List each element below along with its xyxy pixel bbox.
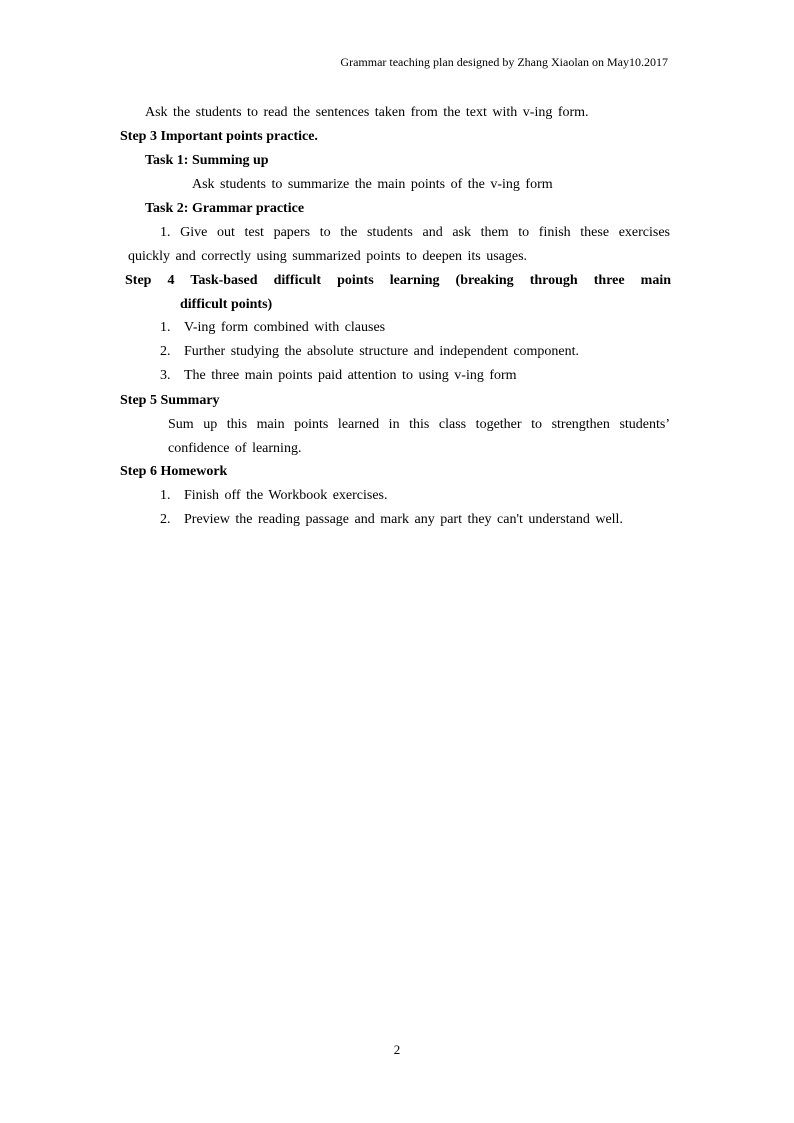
step5-paragraph-line2: confidence of learning.	[168, 441, 302, 456]
list-number: 1.	[160, 320, 171, 335]
list-number: 2.	[160, 512, 171, 527]
list-number: 2.	[160, 344, 171, 359]
task2-paragraph-line2: quickly and correctly using summarized points to deepen its usages.	[128, 249, 528, 264]
step3-heading: Step 3 Important points practice.	[120, 129, 318, 144]
step5-paragraph-line1: Sum up this main points learned in this class together to strengthen students’	[168, 417, 670, 432]
list-item-text: Further studying the absolute structure and independent component.	[184, 344, 580, 359]
list-number: 3.	[160, 368, 171, 383]
page-header: Grammar teaching plan designed by Zhang Xiaolan on May10.2017	[340, 55, 668, 69]
step4-list-item	[160, 367, 517, 385]
list-item-text: V-ing form combined with clauses	[184, 320, 386, 335]
list-item-text: Preview the reading passage and mark any part they can't understand well.	[184, 512, 623, 527]
step6-list-item	[160, 487, 388, 505]
task2-paragraph-line1: 1. Give out test papers to the students and ask them to finish these exercises	[160, 225, 670, 240]
step4-heading-line1: Step 4 Task-based difficult points learning (breaking through three main	[125, 273, 671, 288]
list-number: 1.	[160, 488, 171, 503]
page-number: 2	[393, 1042, 401, 1057]
step4-list-item	[160, 343, 579, 361]
list-item-text: Finish off the Workbook exercises.	[184, 488, 388, 503]
task1-text: Ask students to summarize the main points of the v-ing form	[192, 177, 553, 192]
step6-heading: Step 6 Homework	[120, 464, 228, 479]
step5-heading: Step 5 Summary	[120, 393, 220, 408]
step4-heading-line2: difficult points)	[180, 297, 273, 312]
step4-list-item	[160, 319, 385, 337]
step6-list-item	[160, 511, 623, 529]
task1-heading: Task 1: Summing up	[145, 153, 269, 168]
intro-paragraph: Ask the students to read the sentences taken from the text with v-ing form.	[145, 105, 589, 120]
task2-heading: Task 2: Grammar practice	[145, 201, 305, 216]
list-item-text: The three main points paid attention to using v-ing form	[184, 368, 517, 383]
